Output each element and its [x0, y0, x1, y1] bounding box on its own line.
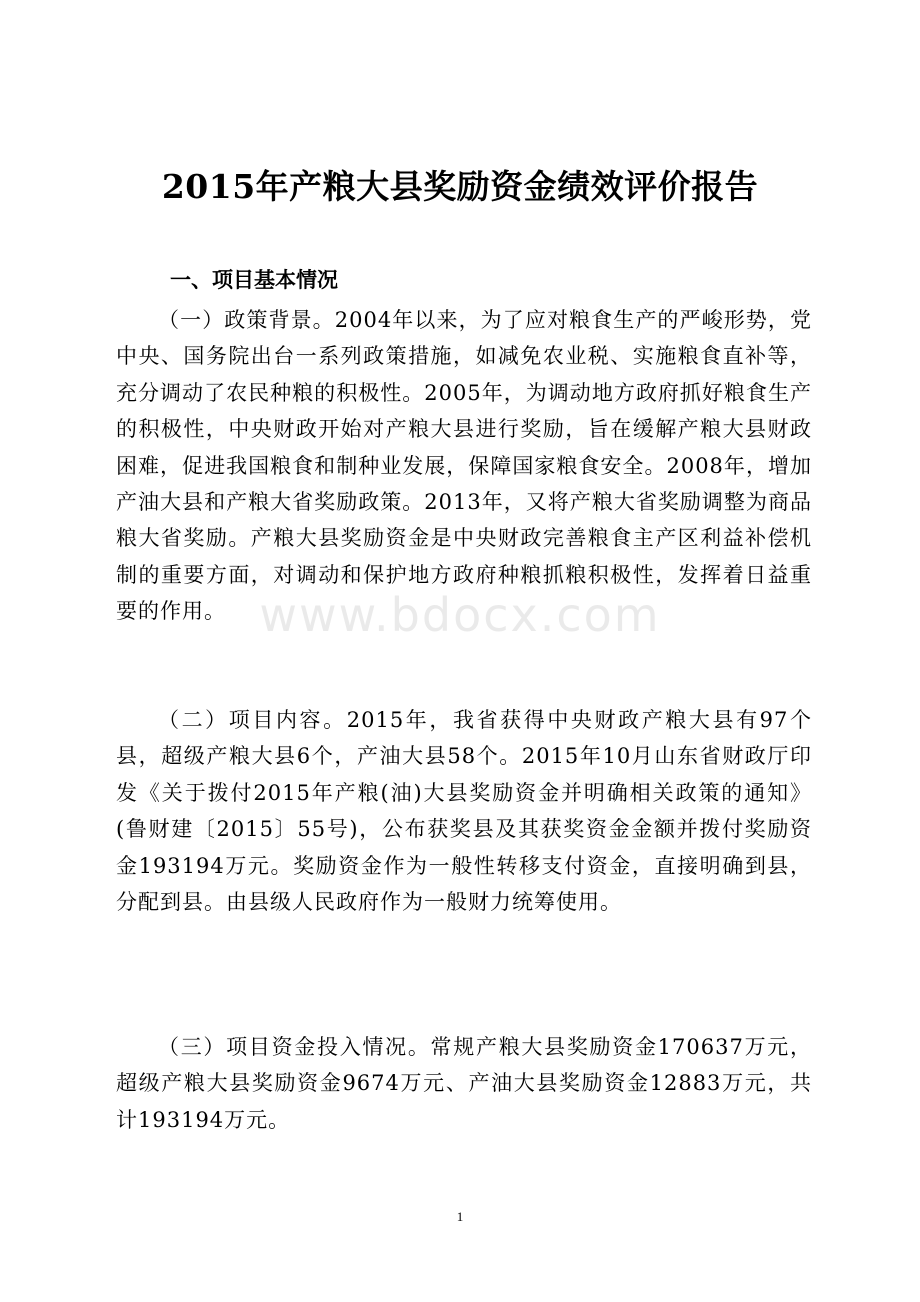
paragraph-policy-background: （一）政策背景。2004年以来，为了应对粮食生产的严峻形势，党中央、国务院出台一系列政策措施，如减免农业税、实施粮食直补等，充分调动了农民种粮的积极性。2005年，为调动地方政府抓好粮食生产的积极性，中央财政开始对产粮大县进行奖励，旨在缓解产粮大县财政困难，促进我国粮食和制种业发展，保障国家粮食安全。2008年，增加产油大县和产粮大省奖励政策。2013年，又将产粮大省奖励调整为商品粮大省奖励。产粮大县奖励资金是中央财政完善粮食主产区利益补偿机制的重要方面，对调动和保护地方政府种粮抓粮积极性，发挥着日益重要的作用。 — [116, 308, 812, 624]
section-heading: 一、项目基本情况 — [170, 268, 338, 292]
watermark: www.bdocx.com — [259, 588, 661, 642]
paragraph-project-content: （二）项目内容。2015年，我省获得中央财政产粮大县有97个县，超级产粮大县6个，产油大县58个。2015年10月山东省财政厅印发《关于拨付2015年产粮(油)大县奖励资金并明确相关政策的通知》(鲁财建〔2015〕55号)，公布获奖县及其获奖资金金额并拨付奖励资金193194万元。奖励资金作为一般性转移支付资金，直接明确到县，分配到县。由县级人民政府作为一般财力统筹使用。 — [116, 708, 812, 915]
document-title: 2015年产粮大县奖励资金绩效评价报告 — [161, 167, 759, 206]
page-number: 1 — [456, 1209, 464, 1224]
paragraph-funding-input: （三）项目资金投入情况。常规产粮大县奖励资金170637万元，超级产粮大县奖励资金9674万元、产油大县奖励资金12883万元，共计193194万元。 — [116, 1035, 812, 1132]
